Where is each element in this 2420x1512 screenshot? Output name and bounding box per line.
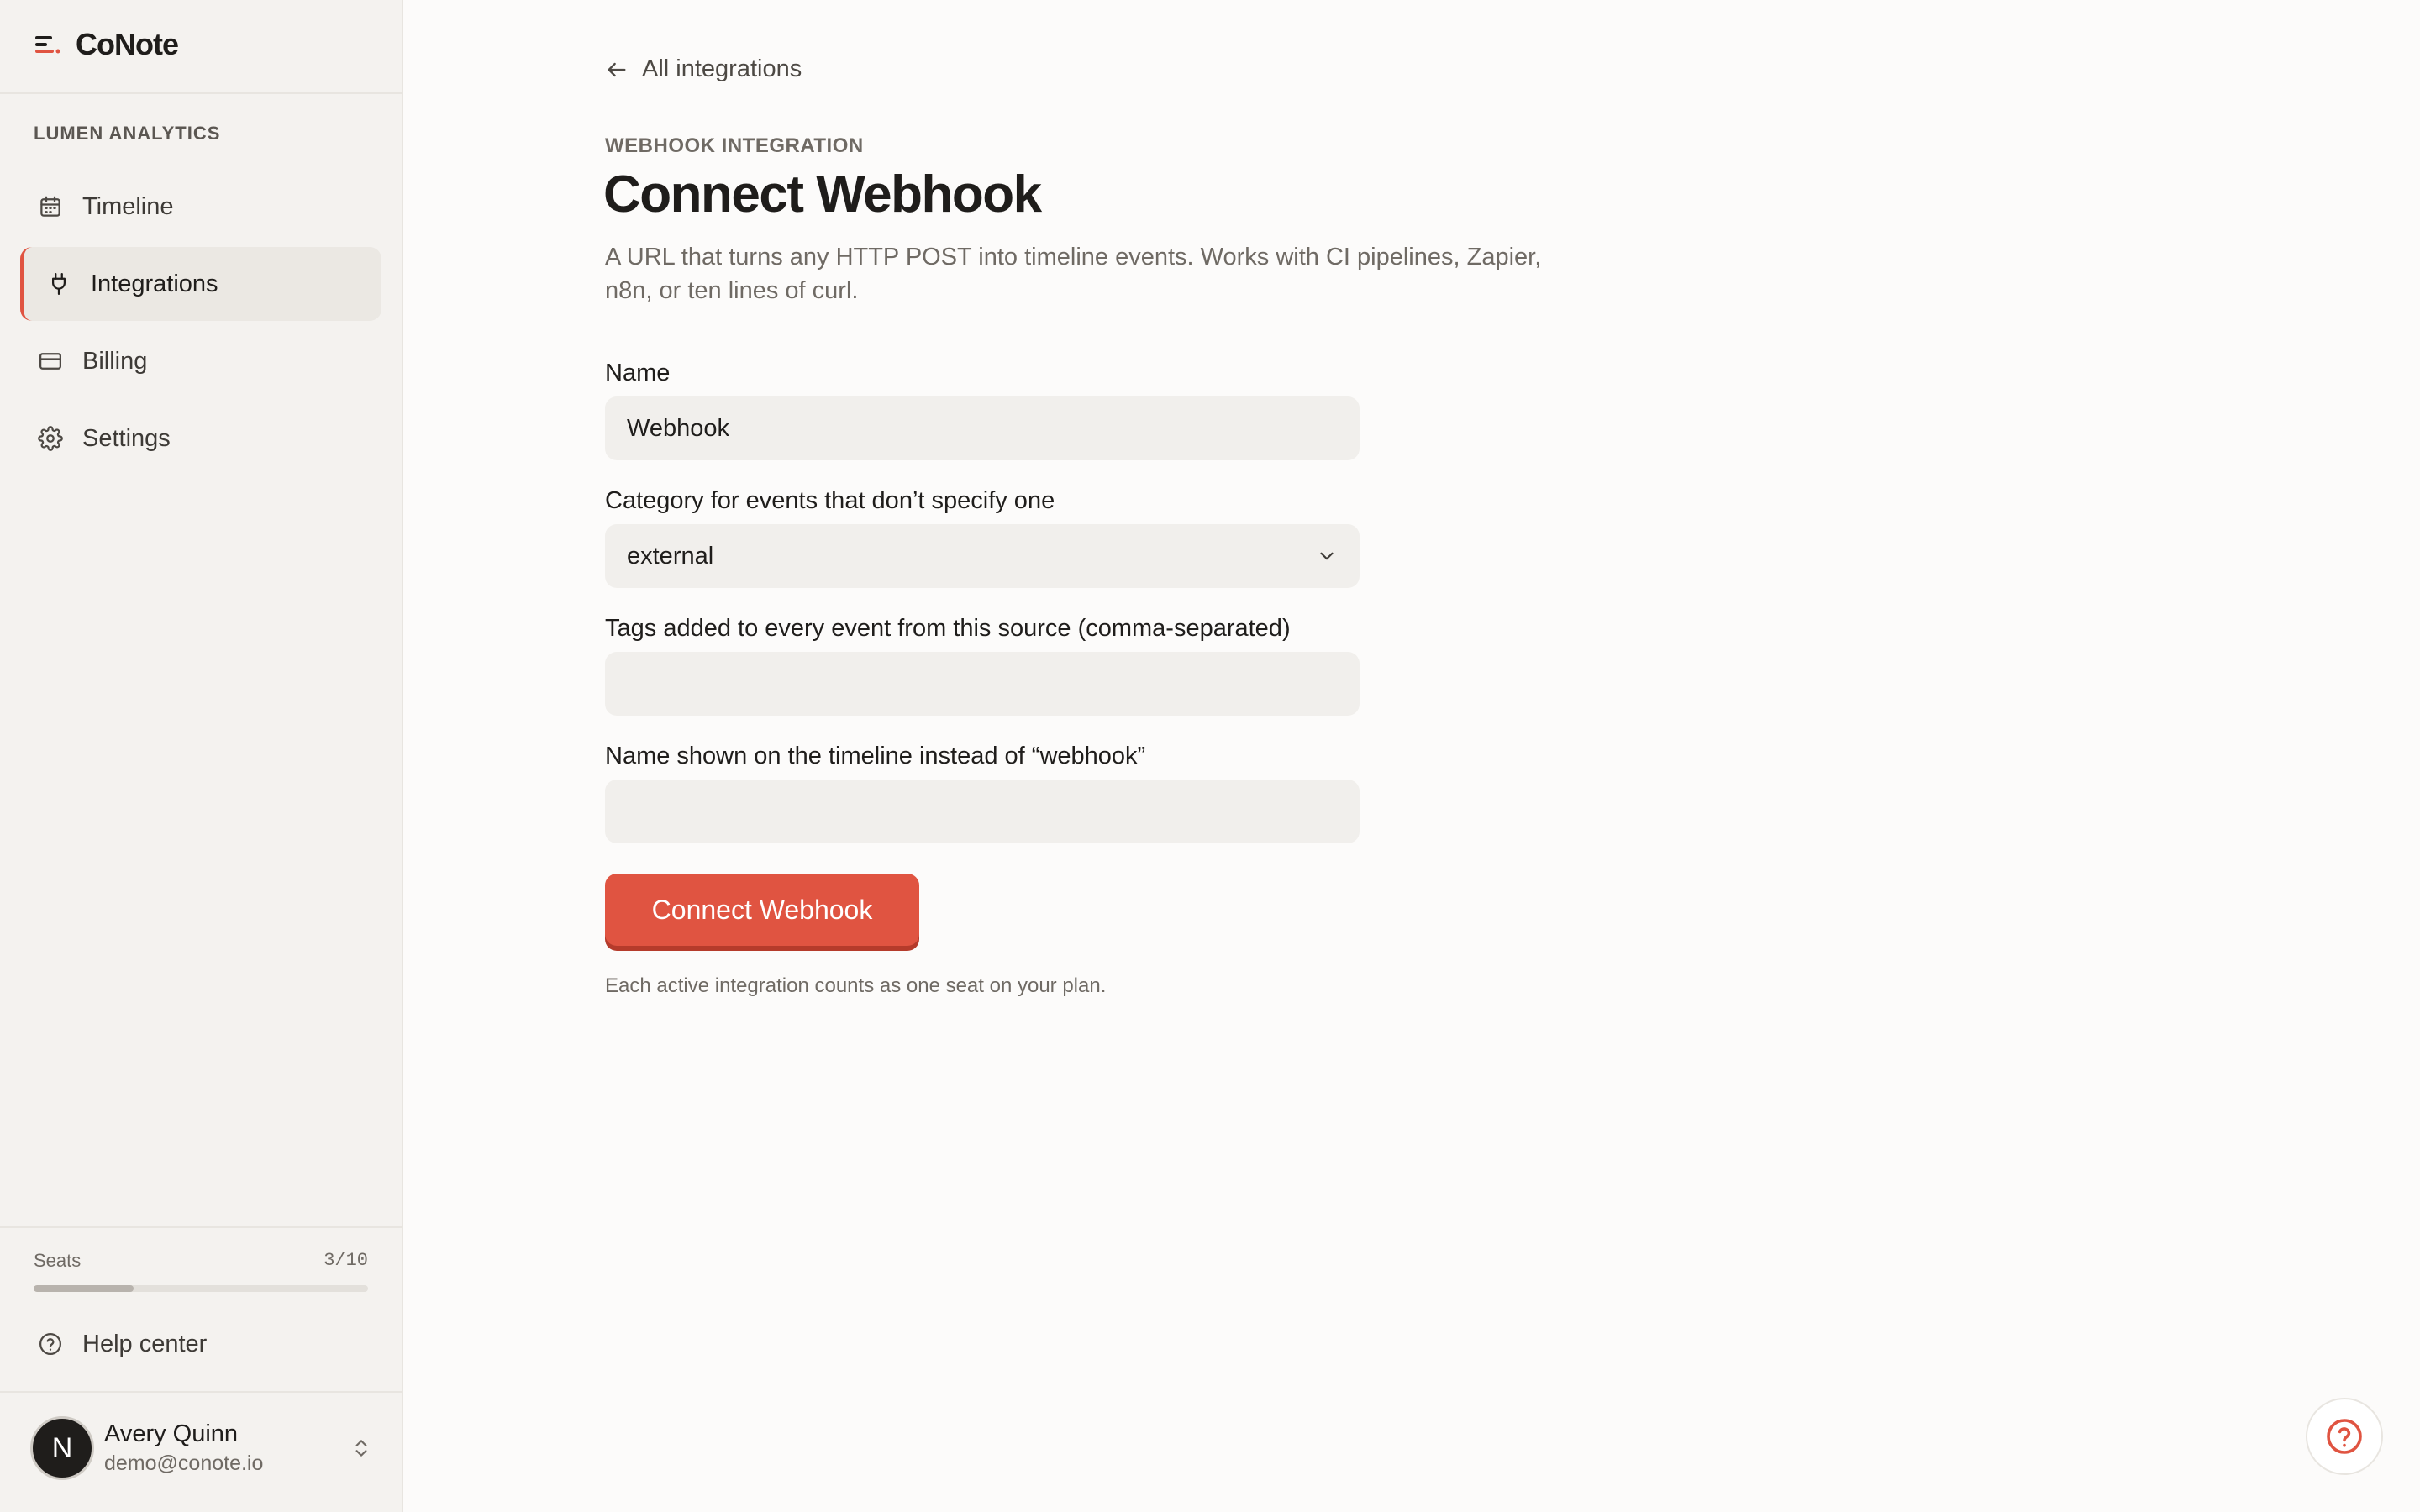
sidebar-divider [0,1391,402,1393]
help-circle-icon [2324,1416,2365,1457]
main-content [403,0,2420,1512]
workspace-label: LUMEN ANALYTICS [34,123,221,144]
sidebar-item-label: Timeline [82,192,174,220]
tags-field-label: Tags added to every event from this source (comma-separated) [605,615,1291,642]
sidebar-item-timeline[interactable] [20,170,381,244]
tags-field[interactable] [605,652,1360,716]
plug-icon [45,270,72,297]
help-center-link[interactable] [20,1307,381,1381]
brand[interactable] [34,25,178,64]
avatar: N [30,1416,94,1480]
sidebar-divider [0,1226,402,1228]
user-email: demo@conote.io [104,1452,264,1475]
connect-webhook-button[interactable]: Connect Webhook [605,874,919,946]
credit-card-icon [37,348,64,375]
page-eyebrow: WEBHOOK INTEGRATION [605,134,864,157]
sidebar [0,0,403,1512]
display-name-field-label: Name shown on the timeline instead of “webhook” [605,743,1146,769]
sidebar-item-billing[interactable] [20,324,381,398]
chevron-down-icon [1316,545,1338,567]
seats-count: 3/10 [324,1250,368,1271]
sidebar-item-settings[interactable] [20,402,381,475]
arrow-left-icon [605,58,629,81]
back-link-label: All integrations [642,55,802,82]
brand-name: CoNote [76,27,178,61]
seat-usage-note: Each active integration counts as one seat on your plan. [605,974,1107,997]
page-description: A URL that turns any HTTP POST into timeline events. Works with CI pipelines, Zapier, n8n, or ten lines of curl. [605,244,1542,304]
page-title: Connect Webhook [603,165,1041,223]
sidebar-item-label: Integrations [91,270,218,297]
name-field[interactable] [605,396,1360,460]
help-circle-icon [37,1331,64,1357]
category-select[interactable] [605,524,1360,588]
sidebar-item-integrations[interactable] [20,247,381,321]
seats-label: Seats [34,1250,82,1271]
display-name-field[interactable] [605,780,1360,843]
user-menu[interactable] [30,1415,375,1482]
brand-logo-icon [34,31,60,58]
gear-icon [37,425,64,452]
seats-progress-fill [34,1285,134,1292]
back-to-integrations-link[interactable] [605,55,802,83]
user-name: Avery Quinn [104,1420,239,1447]
chevron-up-down-icon[interactable] [348,1435,375,1462]
category-select-value: external [627,542,714,570]
name-field-label: Name [605,360,671,386]
category-field-label: Category for events that don’t specify one [605,487,1055,514]
help-center-label: Help center [82,1330,208,1357]
seats-usage [34,1250,368,1292]
sidebar-item-label: Billing [82,347,148,375]
sidebar-item-label: Settings [82,424,171,452]
sidebar-divider [0,92,402,94]
seats-progress-bar [34,1285,368,1292]
help-button[interactable] [2306,1398,2383,1475]
calendar-icon [37,193,64,220]
